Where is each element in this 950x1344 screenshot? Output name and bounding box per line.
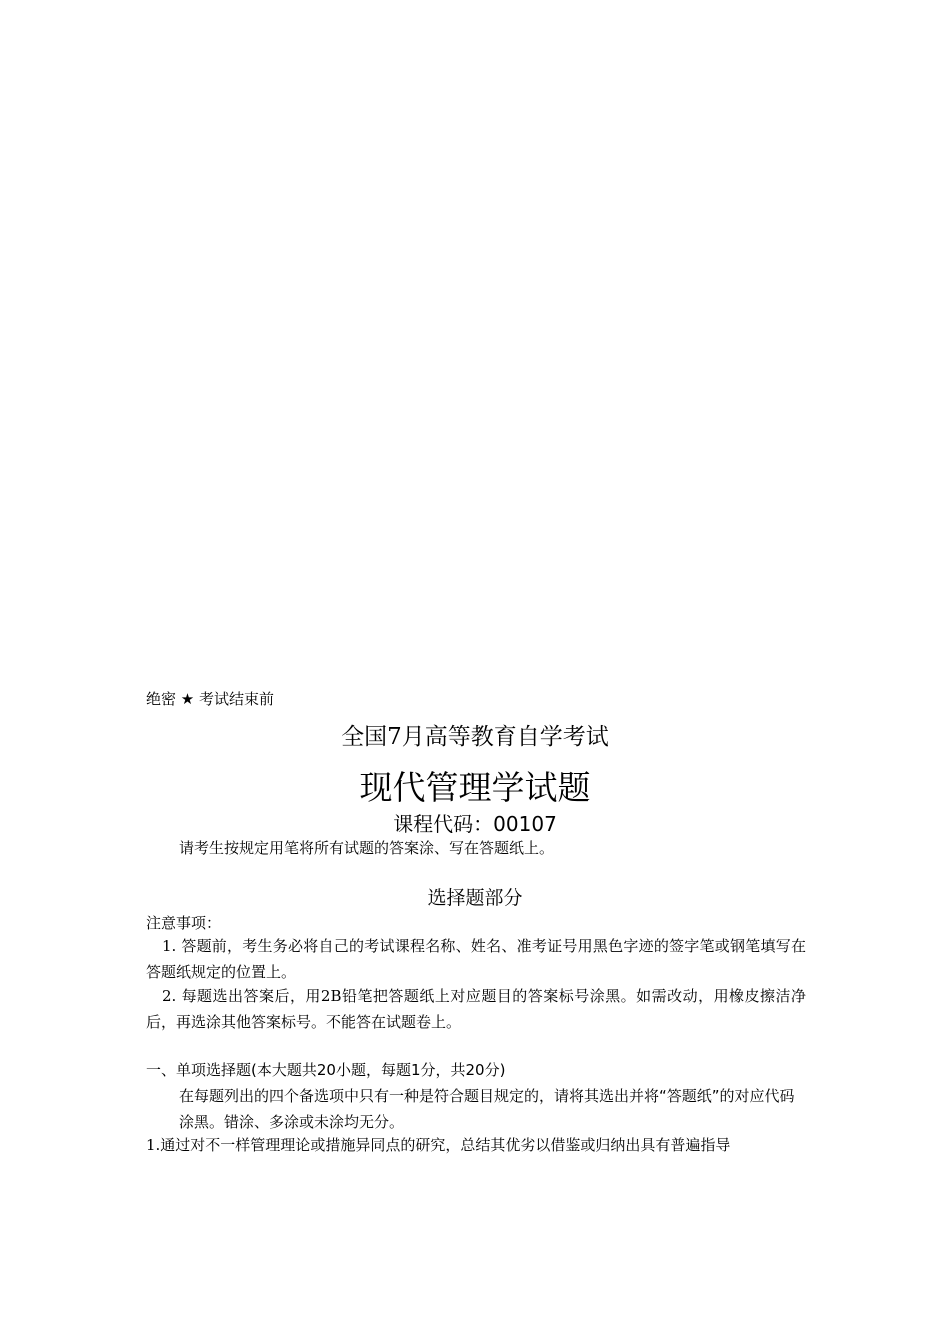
notice-title: 注意事项：	[146, 914, 222, 932]
notice-item	[146, 983, 806, 1035]
notice-item	[146, 933, 806, 985]
general-instruction: 请考生按规定用笔将所有试题的答案涂、写在答题纸上。	[179, 839, 555, 857]
exam-name: 全国7月高等教育自学考试	[341, 724, 609, 750]
course-code: 课程代码：00107	[393, 812, 557, 836]
notice-text: 2. 每题选出答案后，用2B铅笔把答题纸上对应题目的答案标号涂黑。如需改动，用橡皮擦洁净后，再选涂其他答案标号。不能答在试题卷上。	[146, 987, 806, 1031]
part-one-instruction: 在每题列出的四个备选项中只有一种是符合题目规定的，请将其选出并将“答题纸”的对应代码涂黑。错涂、多涂或未涂均无分。	[179, 1087, 795, 1131]
part-one-heading: 一、单项选择题(本大题共20小题，每题1分，共20分)	[146, 1061, 506, 1079]
question-1: 1.通过对不一样管理理论或措施异同点的研究，总结其优劣以借鉴或归纳出具有普遍指导	[146, 1136, 731, 1154]
paper-title: 现代管理学试题	[359, 768, 591, 807]
confidential-label: 绝密 ★ 考试结束前	[146, 690, 274, 708]
notice-text: 1. 答题前，考生务必将自己的考试课程名称、姓名、准考证号用黑色字迹的签字笔或钢笔填写在答题纸规定的位置上。	[146, 937, 806, 981]
section-title: 选择题部分	[427, 887, 523, 909]
